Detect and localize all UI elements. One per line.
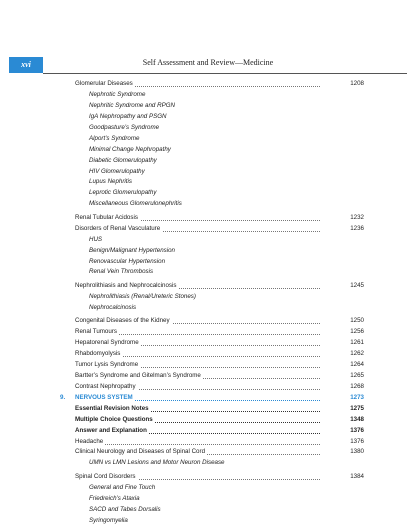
toc-page-number: 1236 xyxy=(350,224,364,232)
toc-entry-title: Minimal Change Nephropathy xyxy=(89,145,173,156)
table-of-contents xyxy=(60,79,364,527)
toc-entry xyxy=(60,338,364,349)
page-number: xvi xyxy=(9,57,43,73)
toc-page-number: 1265 xyxy=(350,371,364,379)
toc-entry-title: Congenital Diseases of the Kidney xyxy=(75,316,172,327)
toc-entry-title: Nephrolithiasis (Renal/Ureteric Stones) xyxy=(89,292,198,303)
toc-entry-title: Hepatorenal Syndrome xyxy=(75,338,141,349)
toc-subentry xyxy=(60,235,364,246)
toc-subentry xyxy=(60,167,364,178)
toc-entry xyxy=(60,447,364,458)
toc-page-number: 1256 xyxy=(350,328,364,336)
toc-entry-title: Nephrocalcinosis xyxy=(89,303,138,314)
toc-subentry xyxy=(60,257,364,268)
toc-subentry xyxy=(60,177,364,188)
toc-page-number: 1275 xyxy=(350,404,364,412)
toc-page-number: 1384 xyxy=(350,472,364,480)
toc-entry xyxy=(60,437,364,448)
toc-entry-title: Alport’s Syndrome xyxy=(89,134,141,145)
dot-leader xyxy=(75,444,320,445)
toc-entry-title: UMN vs LMN Lesions and Motor Neuron Disease xyxy=(89,458,227,469)
toc-entry-title: Miscellaneous Glomerulonephritis xyxy=(89,199,184,210)
toc-entry xyxy=(60,213,364,224)
toc-subentry xyxy=(60,101,364,112)
toc-subentry xyxy=(60,483,364,494)
toc-entry xyxy=(60,415,364,426)
toc-entry-title: Contrast Nephropathy xyxy=(75,382,138,393)
toc-entry xyxy=(60,316,364,327)
toc-entry xyxy=(60,79,364,90)
toc-page-number: 1273 xyxy=(350,393,364,401)
toc-subentry xyxy=(60,156,364,167)
toc-entry-title: Goodpasture’s Syndrome xyxy=(89,123,161,134)
toc-entry-title: Clinical Neurology and Diseases of Spinal Cord xyxy=(75,447,207,458)
toc-entry-title: Renal Tubular Acidosis xyxy=(75,213,140,224)
toc-entry xyxy=(60,349,364,360)
toc-subentry xyxy=(60,303,364,314)
toc-entry-title: Bartter’s Syndrome and Gitelman’s Syndrome xyxy=(75,371,203,382)
toc-page-number: 1261 xyxy=(350,339,364,347)
toc-entry-title: Essential Revision Notes xyxy=(75,404,151,415)
toc-entry xyxy=(60,472,364,483)
running-head: Self Assessment and Review—Medicine xyxy=(142,58,274,67)
toc-subentry xyxy=(60,246,364,257)
toc-page-number: 1245 xyxy=(350,281,364,289)
toc-entry xyxy=(60,382,364,393)
toc-page-number: 1264 xyxy=(350,360,364,368)
toc-subentry xyxy=(60,494,364,505)
toc-entry xyxy=(60,224,364,235)
toc-entry-title: Tumor Lysis Syndrome xyxy=(75,360,140,371)
toc-entry-title: HUS xyxy=(89,235,104,246)
toc-entry-title: Lupus Nephritis xyxy=(89,177,134,188)
toc-page-number: 1250 xyxy=(350,317,364,325)
toc-entry-title: SACD and Tabes Dorsalis xyxy=(89,505,163,516)
toc-entry xyxy=(60,393,364,404)
toc-subentry xyxy=(60,145,364,156)
toc-entry-title: Syringomyelia xyxy=(89,516,130,527)
toc-entry-title: Rhabdomyolysis xyxy=(75,349,122,360)
toc-subentry xyxy=(60,458,364,469)
toc-subentry xyxy=(60,90,364,101)
toc-subentry xyxy=(60,112,364,123)
toc-entry-title: General and Fine Touch xyxy=(89,483,157,494)
toc-page-number: 1232 xyxy=(350,213,364,221)
toc-entry xyxy=(60,404,364,415)
toc-entry-title: Leprotic Glomerulopathy xyxy=(89,188,158,199)
toc-entry xyxy=(60,327,364,338)
toc-entry-title: Glomerular Diseases xyxy=(75,79,135,90)
toc-entry-title: Multiple Choice Questions xyxy=(75,415,155,426)
toc-entry-title: Nephrolithiasis and Nephrocalcinosis xyxy=(75,281,178,292)
toc-entry-title: Headache xyxy=(75,437,105,448)
toc-subentry xyxy=(60,516,364,527)
toc-entry-title: Renal Tumours xyxy=(75,327,119,338)
toc-page-number: 1208 xyxy=(350,80,364,87)
toc-entry-title: Friedreich’s Ataxia xyxy=(89,494,142,505)
toc-page-number: 1376 xyxy=(350,437,364,445)
toc-subentry xyxy=(60,188,364,199)
toc-subentry xyxy=(60,123,364,134)
toc-entry xyxy=(60,371,364,382)
toc-entry xyxy=(60,426,364,437)
toc-entry-title: IgA Nephropathy and PSGN xyxy=(89,112,169,123)
toc-subentry xyxy=(60,134,364,145)
toc-entry-title: NERVOUS SYSTEM xyxy=(75,393,135,404)
toc-page-number: 1268 xyxy=(350,382,364,390)
toc-entry-title: Spinal Cord Disorders xyxy=(75,472,138,483)
toc-page-number: 1380 xyxy=(350,448,364,456)
toc-subentry xyxy=(60,505,364,516)
toc-entry xyxy=(60,281,364,292)
header-rule xyxy=(43,73,407,74)
toc-entry-title: Renal Vein Thrombosis xyxy=(89,267,155,278)
toc-entry-title: Renovascular Hypertension xyxy=(89,257,167,268)
toc-subentry xyxy=(60,199,364,210)
toc-page-number: 1262 xyxy=(350,350,364,357)
toc-entry-title: Nephrotic Syndrome xyxy=(89,90,147,101)
toc-entry-title: Answer and Explanation xyxy=(75,426,149,437)
toc-entry xyxy=(60,360,364,371)
toc-entry-title: Benign/Malignant Hypertension xyxy=(89,246,177,257)
toc-page-number: 1376 xyxy=(350,426,364,434)
toc-page-number: 1348 xyxy=(350,415,364,423)
toc-subentry xyxy=(60,292,364,303)
toc-entry-title: Disorders of Renal Vasculature xyxy=(75,224,162,235)
toc-entry-title: HIV Glomerulopathy xyxy=(89,167,147,178)
toc-entry-title: Diabetic Glomerulopathy xyxy=(89,156,159,167)
toc-subentry xyxy=(60,267,364,278)
chapter-number: 9. xyxy=(60,393,66,401)
page-header xyxy=(9,57,407,74)
toc-entry-title: Nephritic Syndrome and RPGN xyxy=(89,101,177,112)
